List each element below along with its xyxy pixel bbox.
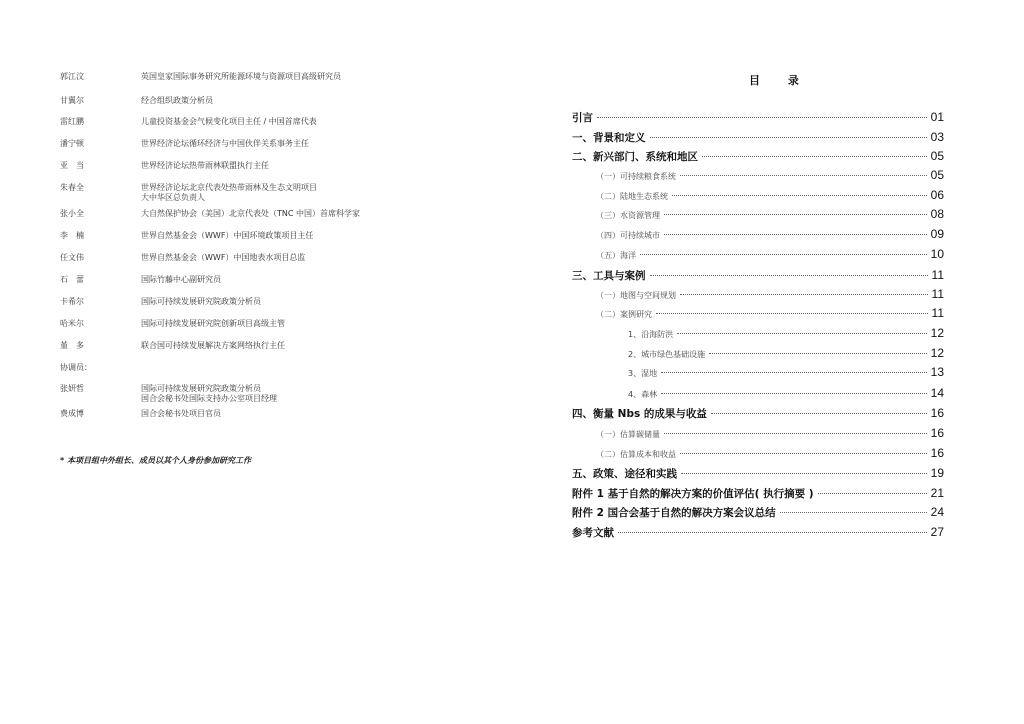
toc-entry-label: （一）可持续粮食系统 — [596, 172, 676, 181]
toc-entry-page-number: 03 — [930, 130, 944, 144]
toc-dot-leader — [672, 195, 927, 196]
member-name: 张妍哲 — [60, 384, 84, 393]
member-name: 朱春全 — [60, 183, 84, 192]
member-role — [141, 72, 501, 82]
toc-entry[interactable] — [628, 326, 944, 340]
member-role-line: 国际竹藤中心副研究员 — [141, 275, 221, 284]
toc-entry-label: 附件 1 基于自然的解决方案的价值评估( 执行摘要 ) — [572, 488, 814, 500]
toc-entry-label: 附件 2 国合会基于自然的解决方案会议总结 — [572, 507, 776, 519]
toc-entry-page-number: 16 — [930, 406, 944, 420]
member-name: 雷红鹏 — [60, 117, 84, 126]
toc-dot-leader — [664, 214, 927, 215]
toc-dot-leader — [709, 353, 927, 354]
member-role-line: 经合组织政策分析员 — [141, 96, 213, 105]
toc-dot-leader — [680, 175, 927, 176]
toc-entry-page-number: 13 — [930, 365, 944, 379]
toc-dot-leader — [818, 493, 927, 494]
member-role-line: 英国皇家国际事务研究所能源环境与资源项目高级研究员 — [141, 72, 341, 81]
member-role-line: 国合会秘书处项目官员 — [141, 409, 221, 418]
toc-entry-label: （三）水资源管理 — [596, 211, 660, 220]
toc-entry-page-number: 09 — [930, 227, 944, 241]
toc-entry-page-number: 05 — [930, 149, 944, 163]
toc-entry[interactable] — [596, 247, 944, 261]
toc-entry[interactable] — [596, 306, 944, 320]
toc-entry-page-number: 08 — [930, 207, 944, 221]
member-role — [141, 297, 501, 307]
toc-title: 目 录 — [749, 74, 811, 87]
toc-entry[interactable] — [572, 110, 944, 125]
toc-dot-leader — [780, 512, 927, 513]
member-role — [141, 231, 501, 241]
toc-entry[interactable] — [596, 446, 944, 460]
toc-entry-page-number: 05 — [930, 168, 944, 182]
member-role-line: 世界经济论坛热带雨林联盟执行主任 — [141, 161, 269, 170]
member-role-line: 儿童投资基金会气候变化项目主任 / 中国首席代表 — [141, 117, 317, 126]
member-role-line: 世界经济论坛北京代表处热带雨林及生态文明项目 — [141, 183, 317, 192]
toc-entry[interactable] — [596, 168, 944, 182]
member-name: 石 蕾 — [60, 275, 84, 284]
toc-entry[interactable] — [572, 149, 944, 164]
toc-entry[interactable] — [572, 505, 944, 520]
toc-dot-leader — [640, 254, 927, 255]
toc-entry[interactable] — [572, 268, 944, 283]
toc-entry[interactable] — [596, 188, 944, 202]
toc-entry[interactable] — [572, 130, 944, 145]
member-name: 费成博 — [60, 409, 84, 418]
toc-entry[interactable] — [628, 386, 944, 400]
member-role-line: 大自然保护协会（美国）北京代表处（TNC 中国）首席科学家 — [141, 209, 360, 218]
toc-entry-page-number: 12 — [930, 346, 944, 360]
toc-entry-label: （五）海洋 — [596, 251, 636, 260]
member-role-line: 联合国可持续发展解决方案网络执行主任 — [141, 341, 285, 350]
toc-entry-page-number: 27 — [930, 525, 944, 539]
footnote: * 本项目组中外组长、成员以其个人身份参加研究工作 — [60, 456, 251, 465]
toc-dot-leader — [661, 372, 927, 373]
toc-entry-label: 引言 — [572, 112, 593, 124]
toc-entry-page-number: 19 — [930, 466, 944, 480]
member-role-line: 国际可持续发展研究院创新项目高级主管 — [141, 319, 285, 328]
member-name: 亚 当 — [60, 161, 84, 170]
toc-dot-leader — [680, 453, 927, 454]
toc-entry[interactable] — [628, 365, 944, 379]
member-role-line: 国合会秘书处国际支持办公室项目经理 — [141, 394, 277, 403]
toc-entry[interactable] — [596, 426, 944, 440]
toc-entry-label: （一）地图与空间规划 — [596, 291, 676, 300]
member-name: 堇 多 — [60, 341, 84, 350]
member-role — [141, 253, 501, 263]
toc-dot-leader — [650, 137, 927, 138]
toc-entry-label: 1、沿海防洪 — [628, 330, 674, 339]
member-name: 张小全 — [60, 209, 84, 218]
member-role-line: 国际可持续发展研究院政策分析员 — [141, 384, 261, 393]
member-role — [141, 341, 501, 351]
toc-entry-label: （二）陆地生态系统 — [596, 192, 668, 201]
member-role-line: 世界经济论坛循环经济与中国伙伴关系事务主任 — [141, 139, 309, 148]
member-role-line: 世界自然基金会（WWF）中国环境政策项目主任 — [141, 231, 314, 240]
toc-dot-leader — [597, 117, 927, 118]
member-name: 潘宁顿 — [60, 139, 84, 148]
toc-entry-label: 3、湿地 — [628, 369, 658, 378]
toc-entry-label: （四）可持续城市 — [596, 231, 660, 240]
member-role — [141, 275, 501, 285]
toc-entry-label: 二、新兴部门、系统和地区 — [572, 151, 698, 163]
toc-entry-page-number: 14 — [930, 386, 944, 400]
toc-entry-page-number: 06 — [930, 188, 944, 202]
member-role-line: 国际可持续发展研究院政策分析员 — [141, 297, 261, 306]
toc-entry[interactable] — [572, 525, 944, 540]
toc-dot-leader — [681, 473, 927, 474]
toc-entry-page-number: 11 — [931, 306, 944, 320]
toc-entry-label: 一、背景和定义 — [572, 132, 646, 144]
toc-dot-leader — [664, 433, 927, 434]
member-name: 李 楠 — [60, 231, 84, 240]
toc-dot-leader — [664, 234, 927, 235]
toc-entry[interactable] — [596, 207, 944, 221]
toc-entry-page-number: 24 — [930, 505, 944, 519]
member-role — [141, 409, 501, 419]
member-role — [141, 161, 501, 171]
member-role — [141, 209, 501, 219]
member-name: 任文伟 — [60, 253, 84, 262]
toc-entry-page-number: 12 — [930, 326, 944, 340]
toc-dot-leader — [677, 333, 927, 334]
member-name: 协调员： — [60, 363, 92, 372]
member-role — [141, 139, 501, 149]
member-name: 哈米尔 — [60, 319, 84, 328]
toc-page — [512, 0, 1024, 724]
toc-entry-label: （一）估算碳储量 — [596, 430, 660, 439]
toc-dot-leader — [680, 294, 928, 295]
toc-entry-label: （二）估算成本和收益 — [596, 450, 676, 459]
toc-entry-label: 参考文献 — [572, 527, 614, 539]
toc-dot-leader — [618, 532, 927, 533]
toc-entry-page-number: 16 — [930, 446, 944, 460]
member-name: 甘翼尔 — [60, 96, 84, 105]
toc-entry-label: 2、城市绿色基础设施 — [628, 350, 706, 359]
toc-entry[interactable] — [628, 346, 944, 360]
toc-entry-page-number: 01 — [930, 110, 944, 124]
toc-entry[interactable] — [596, 227, 944, 241]
member-role-line: 世界自然基金会（WWF）中国地表水项目总监 — [141, 253, 306, 262]
member-name: 郭江汶 — [60, 72, 84, 81]
member-role — [141, 384, 501, 404]
toc-entry[interactable] — [596, 287, 944, 301]
toc-entry-label: 四、衡量 Nbs 的成果与收益 — [572, 408, 707, 420]
toc-entry[interactable] — [572, 406, 944, 421]
toc-entry-page-number: 11 — [931, 287, 944, 301]
toc-entry-label: 五、政策、途径和实践 — [572, 468, 677, 480]
toc-dot-leader — [702, 156, 927, 157]
toc-dot-leader — [650, 275, 928, 276]
toc-entry-page-number: 11 — [931, 268, 944, 282]
toc-dot-leader — [711, 413, 927, 414]
member-role-line: 大中华区总负责人 — [141, 193, 205, 202]
toc-entry[interactable] — [572, 466, 944, 481]
toc-dot-leader — [661, 393, 927, 394]
toc-entry-page-number: 21 — [930, 486, 944, 500]
toc-dot-leader — [656, 313, 928, 314]
member-role — [141, 96, 501, 106]
toc-entry[interactable] — [572, 486, 944, 501]
member-role — [141, 319, 501, 329]
member-name: 卡希尔 — [60, 297, 84, 306]
toc-entry-label: 三、工具与案例 — [572, 270, 646, 282]
member-role — [141, 117, 501, 127]
toc-entry-page-number: 10 — [930, 247, 944, 261]
member-role — [141, 183, 501, 203]
toc-entry-page-number: 16 — [930, 426, 944, 440]
toc-entry-label: （二）案例研究 — [596, 310, 652, 319]
toc-entry-label: 4、森林 — [628, 390, 658, 399]
